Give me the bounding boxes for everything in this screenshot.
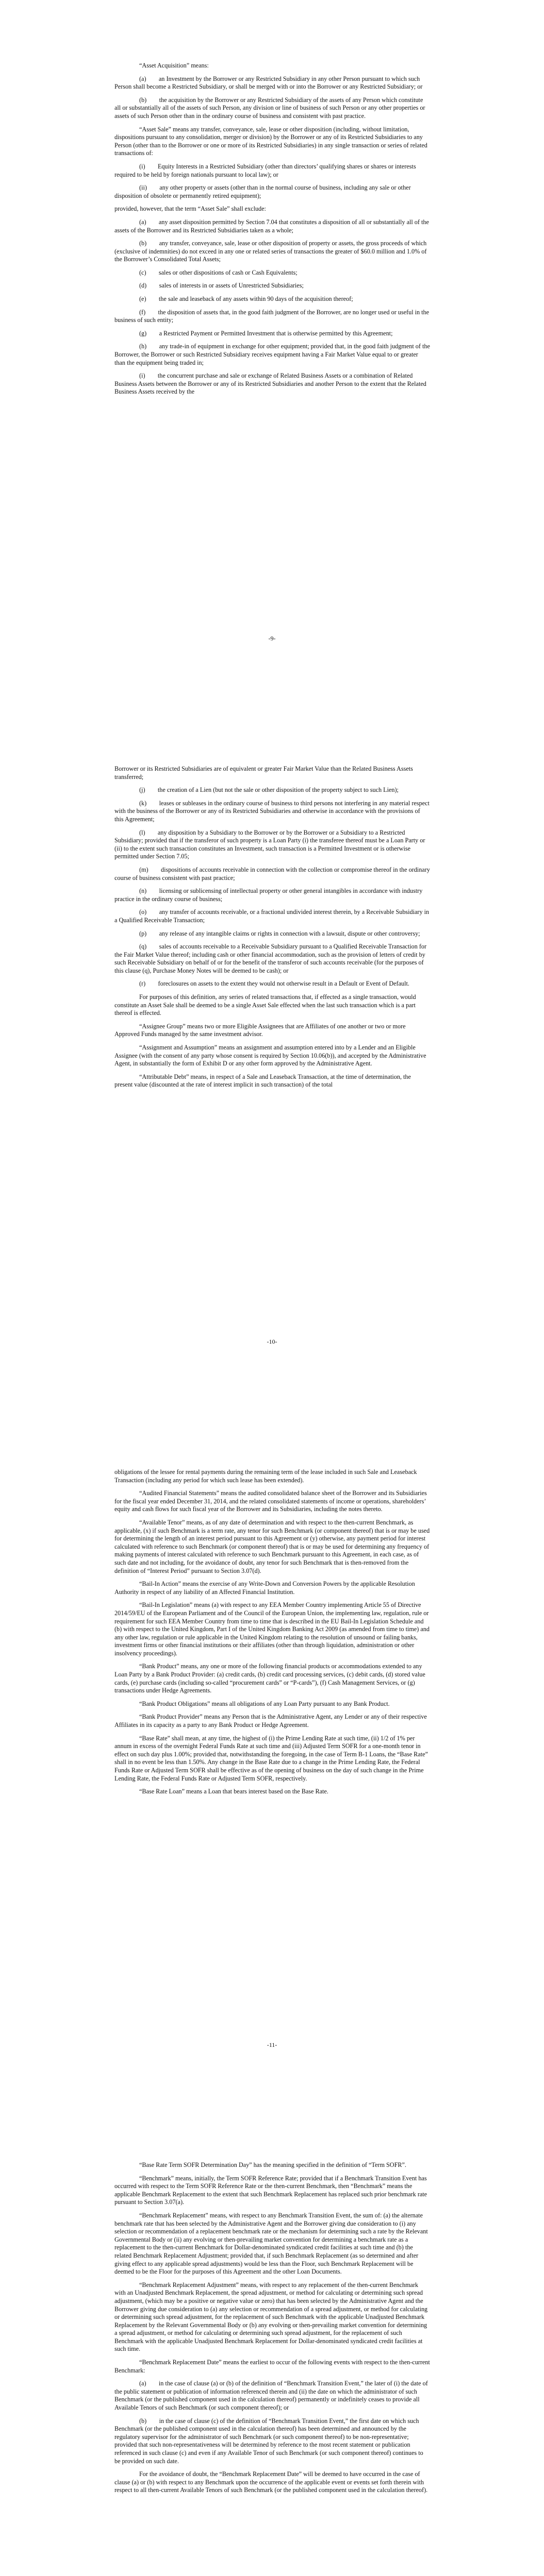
definition-benchmark: “Benchmark” means, initially, the Term SOFR Reference Rate; provided that if a Benchmark Transition Event has occurred with respect to the Term SOFR Reference Rate or the then-current Benchmark, then “Benchmark” means the applicable Benchmark Replacement to the extent that such Benchmark Replacement has replaced such prior benchmark rate pursuant to Section 3.07(a). [114,2174,427,2206]
page-number: -10- [267,1338,277,1345]
clause-p: (p) any release of any intangible claims or rights in connection with a lawsuit, dispute or other controversy; [139,929,420,937]
proviso-paragraph: provided, however, that the term “Asset Sale” shall exclude: [114,205,266,213]
clause-i: (i) Equity Interests in a Restricted Subsidiary (other than directors’ qualifying shares or shares or interests required to be held by foreign nationals pursuant to local law); or [114,162,416,178]
definition-asset-sale: “Asset Sale” means any transfer, conveyance, sale, lease or other disposition (including, without limitation, dispositions pursuant to any consolidation, merger or division) by the Borrower or any of its Restricted Subsidiaries to any Person (other than to the Borrower or one or more of its Restricted Subsidiaries) in any single transaction or series of related transactions of: [114,125,427,157]
clause-a: (a) any asset disposition permitted by Section 7.04 that constitutes a disposition of all or substantially all of the assets of the Borrower and its Restricted Subsidiaries taken as a whole; [114,218,429,234]
definition-benchmark-replacement-adjustment: “Benchmark Replacement Adjustment” means, with respect to any replacement of the then-current Benchmark with an Unadjusted Benchmark Replacement, the spread adjustment, or method for calculating or determining such spread adjustment, (which may be a positive or negative value or zero) that has been selected by the Administrative Agent and the Borrower giving due consideration to (a) any selection or recommendation of a spread adjustment, or method for calculating or determining such spread adjustment, for the replacement of such Benchmark with the applicable Unadjusted Benchmark Replacement by the Relevant Governmental Body or (b) any evolving or then-prevailing market convention for determining a spread adjustment, or method for calculating or determining such spread adjustment, for the replacement of such Benchmark with the applicable Unadjusted Benchmark Replacement for Dollar-denominated syndicated credit facilities at such time. [114,2281,428,2353]
clause-l: (l) any disposition by a Subsidiary to the Borrower or by the Borrower or a Subsidiary to a Restricted Subsidiary; provided that if the transferor of such property is a Loan Party (i) the transferee thereof must be a Loan Party or (ii) to the extent such transaction constitutes an Investment, such transaction is a Permitted Investment or is otherwise permitted under Section 7.05; [114,828,425,860]
clause-n: (n) licensing or sublicensing of intellectual property or other general intangibles in accordance with industry practice in the ordinary course of business; [114,887,423,903]
clause-k: (k) leases or subleases in the ordinary course of business to third persons not interfering in any material respect with the business of the Borrower or any of its Restricted Subsidiaries and otherwise in accordance with the provisions of this Agreement; [114,799,430,823]
definition-base-rate-loan: “Base Rate Loan” means a Loan that bears interest based on the Base Rate. [139,1788,328,1795]
definition-asset-acquisition: “Asset Acquisition” means: [139,62,209,69]
continued-paragraph: obligations of the lessee for rental payments during the remaining term of the lease included in such Sale and Leaseback Transaction (including any period for which such lease has been extended). [114,1468,417,1484]
definition-benchmark-replacement-date: “Benchmark Replacement Date” means the earliest to occur of the following events with respect to the then-current Benchmark: [114,2359,430,2374]
page-body [114,2161,430,2500]
avoidance-of-doubt-paragraph: For the avoidance of doubt, the “Benchmark Replacement Date” will be deemed to have occurred in the case of clause (a) or (b) with respect to any Benchmark upon the occurrence of the applicable event or events set forth therein with respect to all then-current Available Tenors of such Benchmark (or the published component used in the calculation thereof). [114,2470,428,2494]
clause-b: (b) the acquisition by the Borrower or any Restricted Subsidiary of the assets of any Person which constitute all or substantially all of the assets of such Person, any division or line of business of such Person or any other properties or assets of such Person other than in the ordinary course of business and consistent with past practice. [114,96,425,120]
definition-assignee-group: “Assignee Group” means two or more Eligible Assignees that are Affiliates of one another or two or more Approved Funds managed by the same investment advisor. [114,1022,406,1038]
definition-assignment-and-assumption: “Assignment and Assumption” means an assignment and assumption entered into by a Lender and an Eligible Assignee (with the consent of any party whose consent is required by Section 10.06(b)), and accepted by the Administrative Agent, in substantially the form of Exhibit D or any other form approved by the Administrative Agent. [114,1044,426,1067]
definition-attributable-debt: “Attributable Debt” means, in respect of a Sale and Leaseback Transaction, at the time of determination, the present value (discounted at the rate of interest implicit in such transaction) of the total [114,1073,411,1089]
clause-d: (d) sales of interests in or assets of Unrestricted Subsidiaries; [139,282,304,290]
clause-b: (b) in the case of clause (c) of the definition of “Benchmark Transition Event,” the first date on which such Benchmark (or the published component used in the calculation thereof) has been determined and announced by the regulatory supervisor for the administrator of such Benchmark (or such component thereof) to be non-representative; provided that such non-representativeness will be determined by reference to the most recent statement or publication referenced in such clause (c) and even if any Available Tenor of such Benchmark (or such component thereof) continues to be provided on such date. [114,2417,423,2465]
clause-a: (a) an Investment by the Borrower or any Restricted Subsidiary in any other Person pursuant to which such Person shall become a Restricted Subsidiary, or shall be merged with or into the Borrower or any Restricted Subsidiary; or [114,75,423,91]
definition-bail-in-legislation: “Bail-In Legislation” means (a) with respect to any EEA Member Country implementing Article 55 of Directive 2014/59/EU of the European Parliament and of the Council of the European Union, the implementing law, regulation, rule or requirement for such EEA Member Country from time to time that is described in the EU Bail-In Legislation Schedule and (b) with respect to the United Kingdom, Part I of the United Kingdom Banking Act 2009 (as amended from time to time) and any other law, regulation or rule applicable in the United Kingdom relating to the resolution of unsound or failing banks, investment firms or other financial institutions or their affiliates (other than through liquidation, administration or other insolvency proceedings). [114,1601,430,1657]
clause-r: (r) foreclosures on assets to the extent they would not otherwise result in a Default or Event of Default. [139,980,409,988]
definition-audited-financial-statements: “Audited Financial Statements” means the audited consolidated balance sheet of the Borrower and its Subsidiaries for the fiscal year ended December 31, 2014, and the related consolidated statements of income or operations, shareholders’ equity and cash flows for such fiscal year of the Borrower and its Subsidiaries, including the notes thereto. [114,1489,427,1513]
clause-b: (b) any transfer, conveyance, sale, lease or other disposition of property or assets, the gross proceeds of which (exclusive of indemnities) do not exceed in any one or related series of transactions the greater of $60.0 million and 1.0% of the Borrower’s Consolidated Total Assets; [114,240,427,263]
page-body [114,1468,430,1801]
clause-i: (i) the concurrent purchase and sale or exchange of Related Business Assets or a combination of Related Business Assets between the Borrower or any of its Restricted Subsidiaries and another Person to the extent that the Related Business Assets received by the [114,372,426,396]
definition-benchmark-replacement: “Benchmark Replacement” means, with respect to any Benchmark Transition Event, the sum of: (a) the alternate benchmark rate that has been selected by the Administrative Agent and the Borrower giving due consideration to (i) any selection or recommendation of a replacement benchmark rate or the mechanism for determining such a rate by the Relevant Governmental Body or (ii) any evolving or then-prevailing market convention for determining a benchmark rate as a replacement to the then-current Benchmark for Dollar-denominated syndicated credit facilities at such time and (b) the related Benchmark Replacement Adjustment; provided that, if such Benchmark Replacement (as so determined and after giving effect to any applicable spread adjustments) would be less than the Floor, such Benchmark Replacement will be deemed to be the Floor for the purposes of this Agreement and the other Loan Documents. [114,2211,428,2276]
clause-m: (m) dispositions of accounts receivable in connection with the collection or compromise thereof in the ordinary course of business consistent with past practice; [114,866,430,882]
clause-a: (a) in the case of clause (a) or (b) of the definition of “Benchmark Transition Event,” the later of (i) the date of the public statement or publication of information referenced therein and (ii) the date on which the administrator of such Benchmark (or the published component used in the calculation thereof) permanently or indefinitely ceases to provide all Available Tenors of such Benchmark (or such component thereof); or [114,2380,428,2412]
clause-j: (j) the creation of a Lien (but not the sale or other disposition of the property subject to such Lien); [139,786,399,794]
definition-base-rate-term-sofr-determination-day: “Base Rate Term SOFR Determination Day” has the meaning specified in the definition of “Term SOFR”. [139,2161,406,2168]
continued-paragraph: Borrower or its Restricted Subsidiaries are of equivalent or greater Fair Market Value than the Related Business Assets transferred; [114,765,413,781]
clause-q: (q) sales of accounts receivable to a Receivable Subsidiary pursuant to a Qualified Receivable Transaction for the Fair Market Value thereof; including cash or other financial accommodation, such as the provision of letters of credit by such Receivable Subsidiary on behalf of or for the benefit of the transferor of such accounts receivable (for the purposes of this clause (q), Purchase Money Notes will be deemed to be cash); or [114,943,427,974]
definition-bank-product: “Bank Product” means, any one or more of the following financial products or accommodations extended to any Loan Party by a Bank Product Provider: (a) credit cards, (b) credit card processing services, (c) debit cards, (d) stored value cards, (e) purchase cards (including so-called “procurement cards” or “P-cards”), (f) Cash Management Services, or (g) transactions under Hedge Agreements. [114,1663,425,1694]
clause-f: (f) the disposition of assets that, in the good faith judgment of the Borrower, are no longer used or useful in the business of such entity; [114,308,430,324]
clause-g: (g) a Restricted Payment or Permitted Investment that is otherwise permitted by this Agreement; [139,329,393,337]
page-number: -11- [267,2041,277,2048]
definition-bail-in-action: “Bail-In Action” means the exercise of any Write-Down and Conversion Powers by the applicable Resolution Authority in respect of any liability of an Affected Financial Institution. [114,1580,415,1596]
clause-h: (h) any trade-in of equipment in exchange for other equipment; provided that, in the good faith judgment of the Borrower, the Borrower or such Restricted Subsidiary receives equipment having a Fair Market Value equal to or greater than the equipment being traded in; [114,343,430,366]
page-body [114,765,430,1094]
page-number: -9- [268,635,276,642]
definition-bank-product-provider: “Bank Product Provider” means any Person that is the Administrative Agent, any Lender or any of their respective Affiliates in its capacity as a party to any Bank Product or Hedge Agreement. [114,1713,427,1729]
clause-o: (o) any transfer of accounts receivable, or a fractional undivided interest therein, by a Receivable Subsidiary in a Qualified Receivable Transaction; [114,908,430,924]
related-transactions-paragraph: For purposes of this definition, any series of related transactions that, if effected as a single transaction, would constitute an Asset Sale shall be deemed to be a single Asset Sale effected when the last such transaction which is a part thereof is effected. [114,993,416,1017]
definition-available-tenor: “Available Tenor” means, as of any date of determination and with respect to the then-current Benchmark, as applicable, (x) if such Benchmark is a term rate, any tenor for such Benchmark (or component thereof) that is or may be used for determining the length of an interest period pursuant to this Agreement or (y) otherwise, any payment period for interest calculated with reference to such Benchmark (or component thereof) that is or may be used for determining any frequency of making payments of interest calculated with reference to such Benchmark pursuant to this Agreement, in each case, as of such date and not including, for the avoidance of doubt, any tenor for such Benchmark that is then-removed from the definition of “Interest Period” pursuant to Section 3.07(d). [114,1518,430,1574]
clause-ii: (ii) any other property or assets (other than in the normal course of business, including any sale or other disposition of obsolete or permanently retired equipment); [114,184,411,199]
clause-c: (c) sales or other dispositions of cash or Cash Equivalents; [139,268,298,276]
page-body [114,62,430,401]
definition-base-rate: “Base Rate” shall mean, at any time, the highest of (i) the Prime Lending Rate at such time, (ii) 1/2 of 1% per annum in excess of the overnight Federal Funds Rate at such time and (iii) Adjusted Term SOFR for a one-month tenor in effect on such day plus 1.00%; provided that, notwithstanding the foregoing, in the case of Term B-1 Loans, the “Base Rate” shall in no event be less than 1.50%. Any change in the Base Rate due to a change in the Prime Lending Rate, the Federal Funds Rate or Adjusted Term SOFR shall be effective as of the opening of business on the day of such change in the Prime Lending Rate, the Federal Funds Rate or Adjusted Term SOFR, respectively. [114,1734,428,1782]
clause-e: (e) the sale and leaseback of any assets within 90 days of the acquisition thereof; [139,295,353,303]
definition-bank-product-obligations: “Bank Product Obligations” means all obligations of any Loan Party pursuant to any Bank Product. [139,1700,390,1707]
